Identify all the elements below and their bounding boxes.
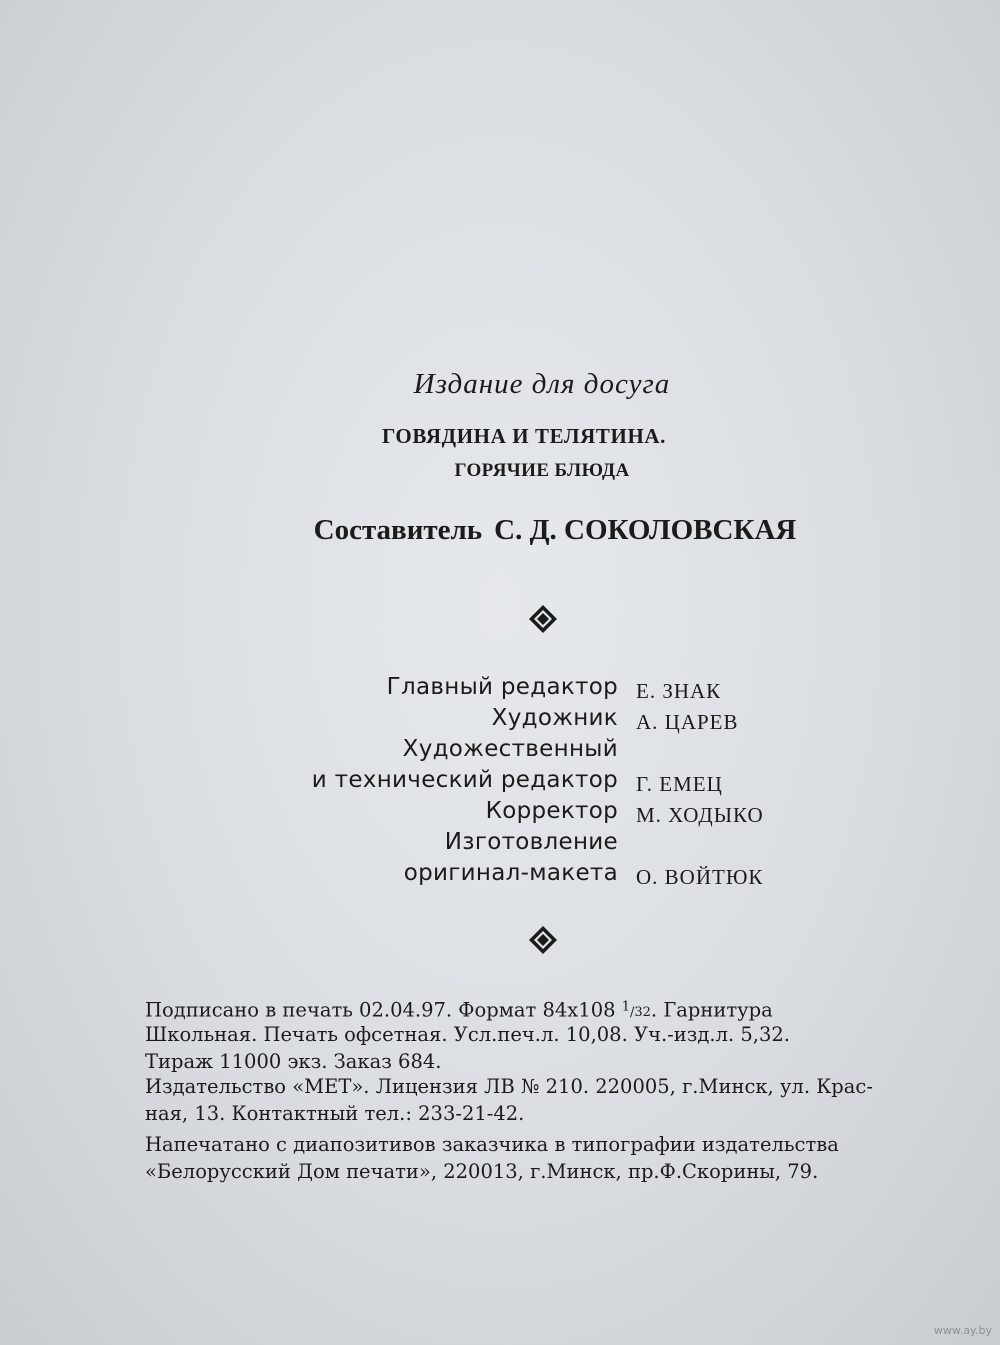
credit-name: Г. ЕМЕЦ: [636, 772, 723, 796]
diamond-ornament-icon: [528, 604, 558, 634]
credit-row: [0, 798, 1000, 829]
format-fraction: [621, 1000, 651, 1021]
credit-row: [0, 674, 1000, 705]
print-details: [145, 994, 935, 1075]
site-watermark: www.ay.by: [933, 1324, 992, 1337]
printer-line: Напечатано с диапозитивов заказчика в типографии издательства: [145, 1133, 839, 1156]
credit-role: и технический редактор: [311, 767, 618, 793]
print-details-text: Подписано в печать 02.04.97. Формат 84x108: [145, 998, 622, 1022]
compiler-line: [0, 514, 1000, 547]
print-details-text: . Гарнитура: [650, 998, 773, 1022]
credit-role: Изготовление: [444, 829, 618, 855]
credit-role: Главный редактор: [386, 674, 618, 700]
print-details-line: [145, 994, 935, 1021]
print-details-line: Тираж 11000 экз. Заказ 684.: [145, 1050, 442, 1073]
credit-name: Е. ЗНАК: [636, 679, 722, 703]
credit-row: [0, 736, 1000, 767]
fraction-denominator: /32: [630, 1005, 651, 1021]
credit-row: [0, 705, 1000, 736]
diamond-ornament-icon: [528, 925, 558, 955]
credit-role: Художник: [491, 705, 618, 731]
credit-role: оригинал-макета: [403, 860, 618, 886]
credit-row: [0, 829, 1000, 860]
printer-details: [145, 1131, 935, 1185]
credits-list: [0, 674, 1000, 891]
publisher-details: [145, 1073, 935, 1127]
print-details-line: Школьная. Печать офсетная. Усл.печ.л. 10,08. Уч.-изд.л. 5,32.: [145, 1023, 790, 1046]
publisher-line: Издательство «МЕТ». Лицензия ЛВ № 210. 220005, г.Минск, ул. Крас-: [145, 1075, 873, 1098]
credit-row: [0, 767, 1000, 798]
compiler-label: Составитель: [313, 514, 483, 546]
credit-role: Художественный: [402, 736, 618, 762]
book-title: ГОВЯДИНА И ТЕЛЯТИНА.: [381, 424, 667, 448]
publisher-line: ная, 13. Контактный тел.: 233-21-42.: [145, 1102, 525, 1125]
edition-type: Издание для досуга: [413, 368, 671, 400]
credit-role: Корректор: [485, 798, 618, 824]
credit-name: А. ЦАРЕВ: [636, 710, 739, 734]
printer-line: «Белорусский Дом печати», 220013, г.Минск, пр.Ф.Скорины, 79.: [145, 1160, 819, 1183]
credit-name: М. ХОДЫКО: [636, 803, 764, 827]
credit-row: [0, 860, 1000, 891]
credit-name: О. ВОЙТЮК: [636, 865, 764, 889]
book-subtitle: ГОРЯЧИЕ БЛЮДА: [454, 460, 630, 481]
fraction-numerator: 1: [621, 1000, 630, 1015]
compiler-name: С. Д. СОКОЛОВСКАЯ: [494, 514, 797, 546]
